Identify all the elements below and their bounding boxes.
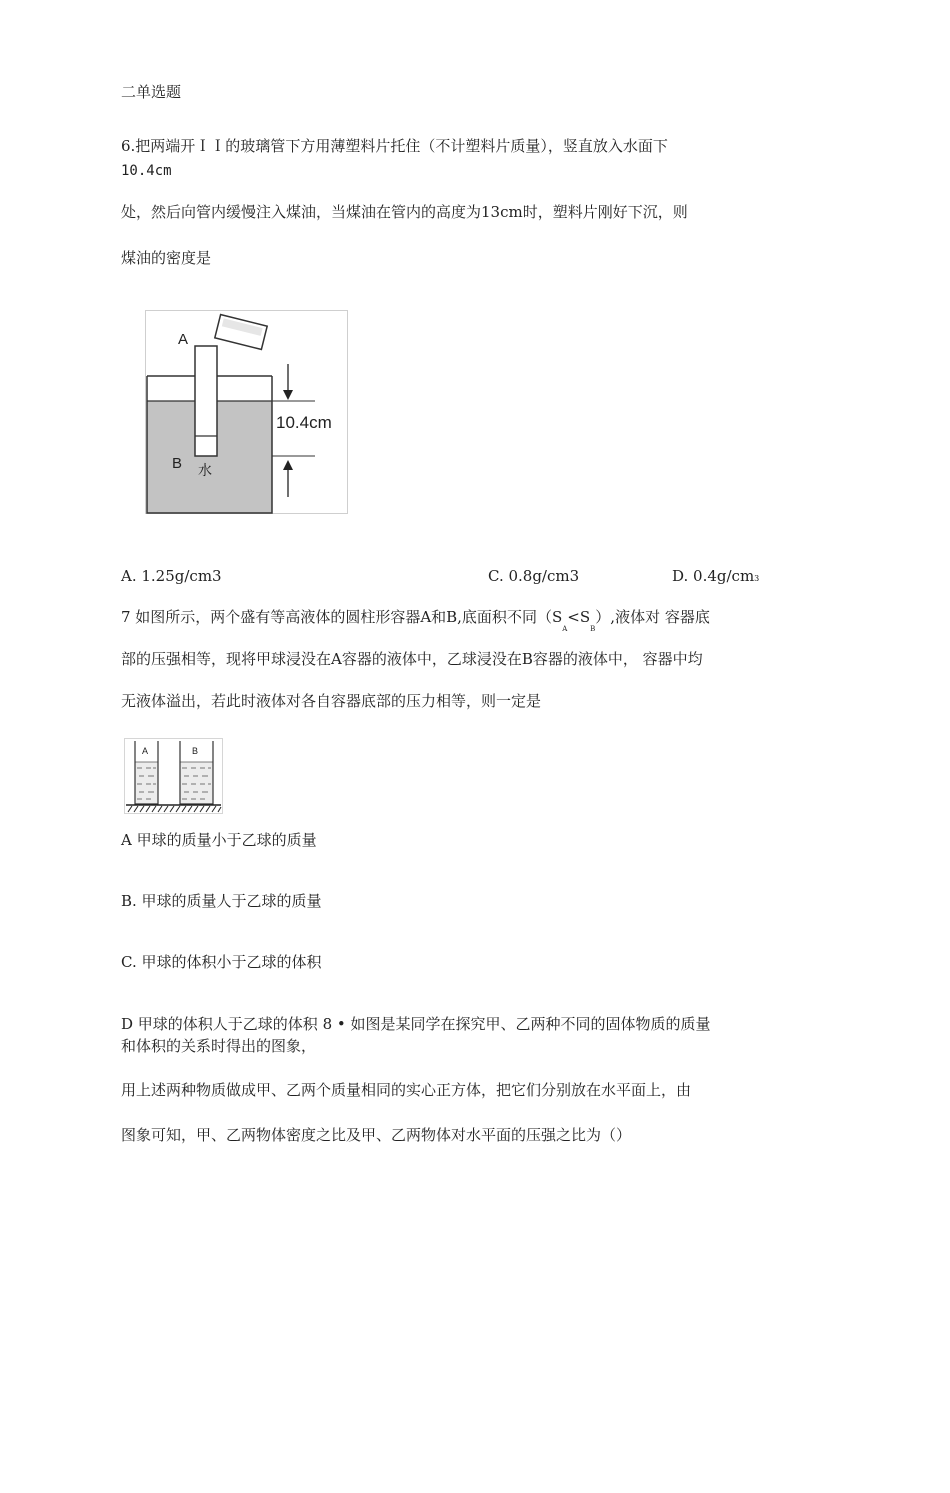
q6-line-3: 处，然后向管内缓慢注入煤油，当煤油在管内的高度为13cm时，塑料片刚好下沉，则 [121, 203, 688, 221]
q7-figure-containers [124, 738, 224, 814]
label-water: 水 [198, 463, 212, 479]
q6-line-2: 10.4cm [121, 163, 172, 179]
q8-line-1: 8 • 如图是某同学在探究甲、乙两种不同的固体物质的质量 [317, 1015, 711, 1033]
q7-option-c: C. 甲球的体积小于乙球的体积 [121, 953, 322, 971]
q8-line-4: 图象可知，甲、乙两物体密度之比及甲、乙两物体对水平面的压强之比为（） [121, 1126, 632, 1144]
q8-line-3: 用上述两种物质做成甲、乙两个质量相同的实心正方体，把它们分别放在水平面上，由 [121, 1081, 692, 1099]
section-title: 二单选题 [121, 83, 182, 101]
container-label-b: B [192, 746, 199, 756]
q7-option-b: B. 甲球的质量人于乙球的质量 [121, 892, 322, 910]
q6-figure-glass-tube [145, 310, 350, 515]
container-label-a: A [142, 746, 149, 756]
q7-option-d: D 甲球的体积人于乙球的体积 [121, 1015, 318, 1033]
label-depth: 10.4cm [276, 413, 332, 432]
q7-option-d-q8-line-1 [121, 1015, 711, 1033]
q6-line-1: 6.把两端开ＩＩ的玻璃管下方用薄塑料片托住（不计塑料片质量），竖直放入水面下 [121, 137, 668, 155]
q6-option-a: A. 1.25g/cm3 [121, 567, 222, 585]
q7-option-a: A 甲球的质量小于乙球的质量 [121, 831, 317, 849]
q8-line-2: 和体积的关系时得出的图象， [121, 1037, 317, 1055]
q7-line-2: 部的压强相等，现将甲球浸没在A容器的液体中，乙球浸没在B容器的液体中， 容器中均 [121, 650, 703, 668]
q6-line-4: 煤油的密度是 [121, 249, 212, 267]
label-b: B [172, 455, 183, 472]
q7-line-1: 7 如图所示，两个盛有等高液体的圆柱形容器A和B,底面积不同$(S_A<S_B)$,液体对 容器底 [121, 608, 710, 633]
q7-line-3: 无液体溢出，若此时液体对各自容器底部的压力相等，则一定是 [121, 692, 542, 710]
q6-option-d: D. 0.4g/cm3 [672, 567, 760, 585]
label-a: A [178, 331, 189, 348]
q6-option-c: C. 0.8g/cm3 [488, 567, 580, 585]
